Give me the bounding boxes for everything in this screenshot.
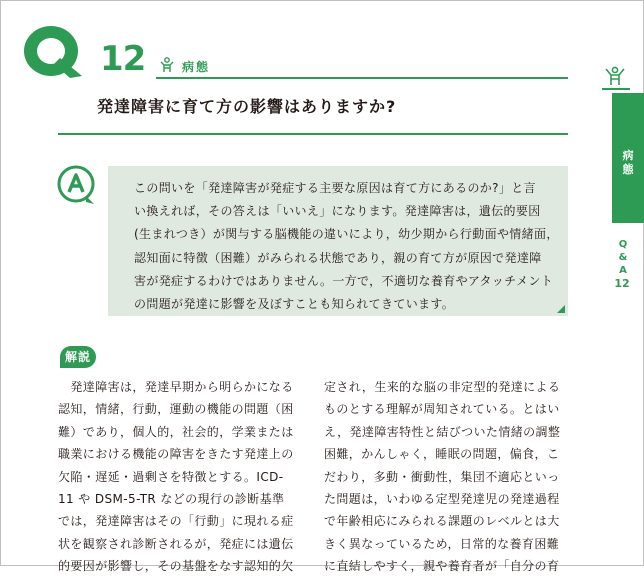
body-line: 難）であり，個人的，社会的，学業または bbox=[58, 424, 294, 439]
side-tab-qa: Q & A bbox=[618, 239, 628, 276]
person-icon bbox=[160, 57, 174, 73]
category-label: 病態 bbox=[182, 60, 211, 74]
body-line: た問題は，いわゆる定型発達児の発達過程 bbox=[324, 492, 560, 507]
body-line: ものとする理解が周知されている。とはい bbox=[324, 402, 560, 417]
person-icon bbox=[604, 66, 626, 86]
question-rule bbox=[58, 133, 568, 135]
body-line: きく異なっているため，日常的な養育困難 bbox=[324, 536, 560, 551]
q-badge-icon bbox=[20, 22, 90, 80]
answer-line: 認知面に特徴（困難）がみられる状態であり，親の育て方が原因で発達障 bbox=[134, 250, 542, 265]
answer-line: い換えれば，その答えは「いいえ」になります。発達障害は，遺伝的要因 bbox=[134, 204, 541, 219]
body-line: だわり，多動・衝動性，集団不適応といっ bbox=[324, 469, 560, 484]
body-line: え，発達障害特性と結びついた情緒の調整 bbox=[324, 424, 561, 439]
body-line: 11 や DSM-5-TR などの現行の診断基準 bbox=[58, 492, 285, 507]
question-title: 発達障害に育て方の影響はありますか? bbox=[97, 97, 397, 116]
side-tab-label: 病 態 bbox=[622, 149, 634, 176]
body-line: に直結しやすく，親や養育者が「自分の育 bbox=[324, 559, 560, 574]
side-tab-section[interactable] bbox=[612, 93, 644, 223]
question-number: 12 bbox=[100, 39, 146, 79]
answer-line: (生まれつき）が関与する脳機能の違いにより，幼少期から行動面や情緒面， bbox=[134, 227, 559, 242]
side-tab-question-number: 12 bbox=[614, 277, 630, 290]
body-line: 欠陥・遅延・過剰さを特徴とする。ICD- bbox=[58, 469, 284, 484]
body-line: 認知，情緒，行動，運動の機能の問題（困 bbox=[58, 402, 294, 417]
header-rule bbox=[156, 77, 568, 79]
body-line: 定され，生来的な脳の非定型的発達による bbox=[324, 380, 561, 394]
corner-triangle-icon bbox=[557, 305, 565, 313]
answer-line: の問題が発達に影響を及ぼすことも知られてきています。 bbox=[134, 297, 455, 312]
answer-line: この問いを「発達障害が発症する主要な原因は育て方にあるのか?」と言 bbox=[134, 181, 536, 195]
body-line: 職業における機能の障害をきたす発達上の bbox=[58, 447, 294, 462]
body-line: 状を観察され診断されるが，発症には遺伝 bbox=[58, 536, 294, 551]
body-line: 的要因が影響し，その基盤をなす認知的欠 bbox=[58, 559, 294, 574]
a-badge-icon bbox=[56, 164, 98, 206]
explanation-label: 解説 bbox=[60, 346, 96, 368]
body-line: で年齢相応にみられる課題のレベルとは大 bbox=[324, 514, 560, 529]
body-line: では，発達障害はその「行動」に現れる症 bbox=[58, 514, 294, 529]
answer-box bbox=[108, 166, 568, 316]
body-line: 発達障害は，発達早期から明らかになる bbox=[58, 380, 294, 394]
body-line: 困難，かんしゃく，睡眠の問題，偏食，こ bbox=[324, 447, 560, 462]
explanation-column-left bbox=[58, 376, 304, 578]
answer-line: 害が発症するわけではありません。一方で，不適切な養育やアタッチメント bbox=[134, 273, 554, 288]
explanation-column-right bbox=[324, 376, 570, 578]
side-tab-rule bbox=[602, 88, 630, 90]
